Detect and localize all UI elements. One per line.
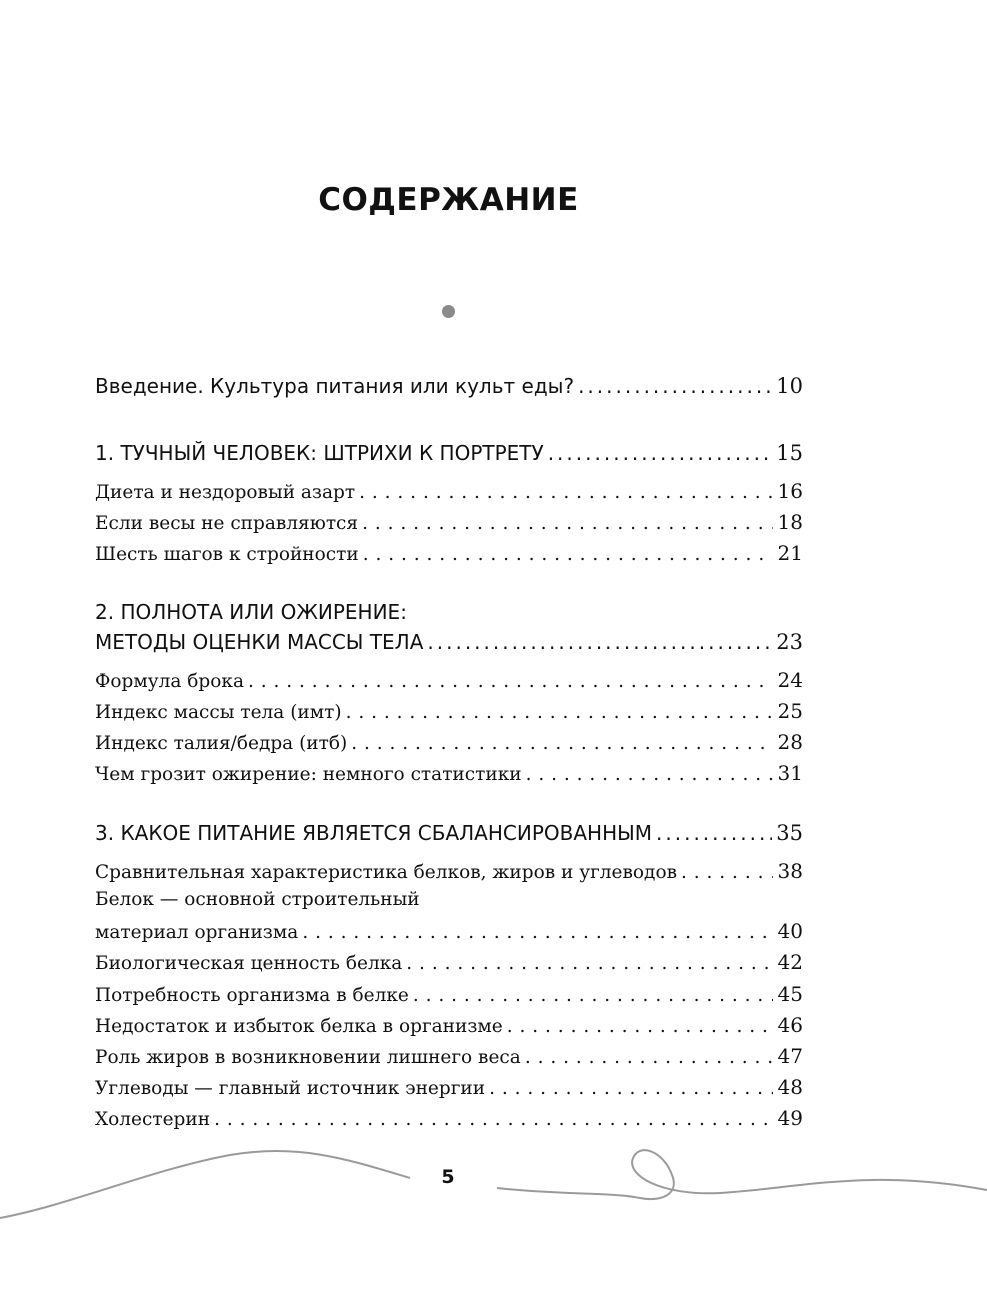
toc-entry[interactable] — [95, 699, 803, 723]
toc-entry[interactable] — [95, 859, 803, 883]
toc-entry-label: Чем грозит ожирение: немного статистики — [95, 764, 522, 785]
toc-entry-label: Шесть шагов к стройности — [95, 544, 359, 565]
toc-entry-label: Введение. Культура питания или культ еды? — [95, 374, 575, 398]
leader-dots — [413, 985, 773, 1006]
toc-entry-label: Сравнительная характеристика белков, жиров и углеводов — [95, 862, 678, 883]
toc-entry-label: Углеводы — главный источник энергии — [95, 1078, 486, 1099]
toc-entry[interactable] — [95, 761, 803, 785]
table-of-contents — [95, 0, 803, 1300]
leader-dots — [578, 374, 772, 398]
toc-entry[interactable] — [95, 668, 803, 692]
toc-entry[interactable] — [95, 1106, 803, 1130]
toc-entry-page: 49 — [777, 1106, 803, 1130]
toc-entry-label: Диета и нездоровый азарт — [95, 482, 356, 503]
toc-entry-page: 38 — [777, 859, 803, 883]
toc-entry[interactable] — [95, 1075, 803, 1099]
leader-dots — [656, 821, 772, 845]
toc-entry-label: Недостаток и избыток белка в организме — [95, 1016, 503, 1037]
leader-dots — [362, 513, 773, 534]
toc-entry-page: 21 — [777, 541, 803, 565]
leader-dots — [681, 862, 773, 883]
toc-chapter-2-label-line1: 2. ПОЛНОТА ИЛИ ОЖИРЕНИЕ: — [95, 600, 407, 624]
toc-entry-page: 42 — [777, 950, 803, 974]
page-title: СОДЕРЖАНИЕ — [318, 182, 579, 218]
toc-entry-label: Биологическая ценность белка — [95, 953, 403, 974]
toc-entry[interactable] — [95, 510, 803, 534]
toc-entry[interactable] — [95, 479, 803, 503]
toc-entry-label: Если весы не справляются — [95, 513, 359, 534]
toc-entry-label: Индекс массы тела (имт) — [95, 702, 342, 723]
leader-dots — [526, 764, 773, 785]
leader-dots — [507, 1016, 773, 1037]
toc-entry[interactable] — [95, 950, 803, 974]
toc-chapter-page: 35 — [776, 821, 803, 845]
toc-entry-page: 24 — [777, 668, 803, 692]
toc-entry-page: 46 — [777, 1013, 803, 1037]
toc-entry-label: материал организма — [95, 922, 299, 943]
leader-dots — [406, 953, 773, 974]
leader-dots — [525, 1047, 773, 1068]
toc-entry[interactable] — [95, 919, 803, 943]
toc-entry-page: 45 — [777, 982, 803, 1006]
toc-entry[interactable] — [95, 730, 803, 754]
toc-chapter-label: 1. ТУЧНЫЙ ЧЕЛОВЕК: ШТРИХИ К ПОРТРЕТУ — [95, 441, 544, 465]
toc-entry-label: Роль жиров в возникновении лишнего веса — [95, 1047, 521, 1068]
toc-entry-intro[interactable] — [95, 374, 803, 398]
page-number: 5 — [441, 1166, 455, 1188]
leader-dots — [363, 544, 773, 565]
toc-entry-page: 31 — [777, 761, 803, 785]
toc-chapter-1[interactable] — [95, 441, 803, 465]
leader-dots — [302, 922, 773, 943]
wave-left — [0, 1151, 410, 1218]
wave-right-with-loop — [497, 1150, 987, 1199]
toc-chapter-page: 23 — [776, 630, 803, 654]
toc-entry-label-line1: Белок — основной строительный — [95, 889, 420, 910]
leader-dots — [214, 1109, 773, 1130]
toc-chapter-label: 3. КАКОЕ ПИТАНИЕ ЯВЛЯЕТСЯ СБАЛАНСИРОВАННЫМ — [95, 821, 653, 845]
toc-entry-page: 40 — [777, 919, 803, 943]
toc-chapter-2[interactable] — [95, 630, 803, 654]
leader-dots — [359, 482, 773, 503]
toc-entry[interactable] — [95, 982, 803, 1006]
leader-dots — [351, 733, 773, 754]
leader-dots — [548, 441, 773, 465]
toc-entry-page: 18 — [777, 510, 803, 534]
toc-chapter-3[interactable] — [95, 821, 803, 845]
toc-entry-page: 47 — [777, 1044, 803, 1068]
toc-entry-page: 48 — [777, 1075, 803, 1099]
leader-dots — [489, 1078, 773, 1099]
leader-dots — [427, 630, 772, 654]
toc-entry-label: Потребность организма в белке — [95, 985, 409, 1006]
toc-chapter-page: 15 — [776, 441, 803, 465]
toc-entry[interactable] — [95, 1013, 803, 1037]
decorative-wave — [0, 1130, 987, 1240]
toc-entry-page: 10 — [776, 374, 803, 398]
toc-entry-label: Холестерин — [95, 1109, 211, 1130]
toc-entry[interactable] — [95, 541, 803, 565]
toc-entry-label: Формула брока — [95, 671, 244, 692]
toc-entry-page: 28 — [777, 730, 803, 754]
toc-chapter-label: МЕТОДЫ ОЦЕНКИ МАССЫ ТЕЛА — [95, 630, 424, 654]
leader-dots — [248, 671, 773, 692]
toc-entry-page: 25 — [777, 699, 803, 723]
toc-entry-label: Индекс талия/бедра (итб) — [95, 733, 348, 754]
toc-entry[interactable] — [95, 1044, 803, 1068]
toc-entry-page: 16 — [777, 479, 803, 503]
leader-dots — [346, 702, 773, 723]
